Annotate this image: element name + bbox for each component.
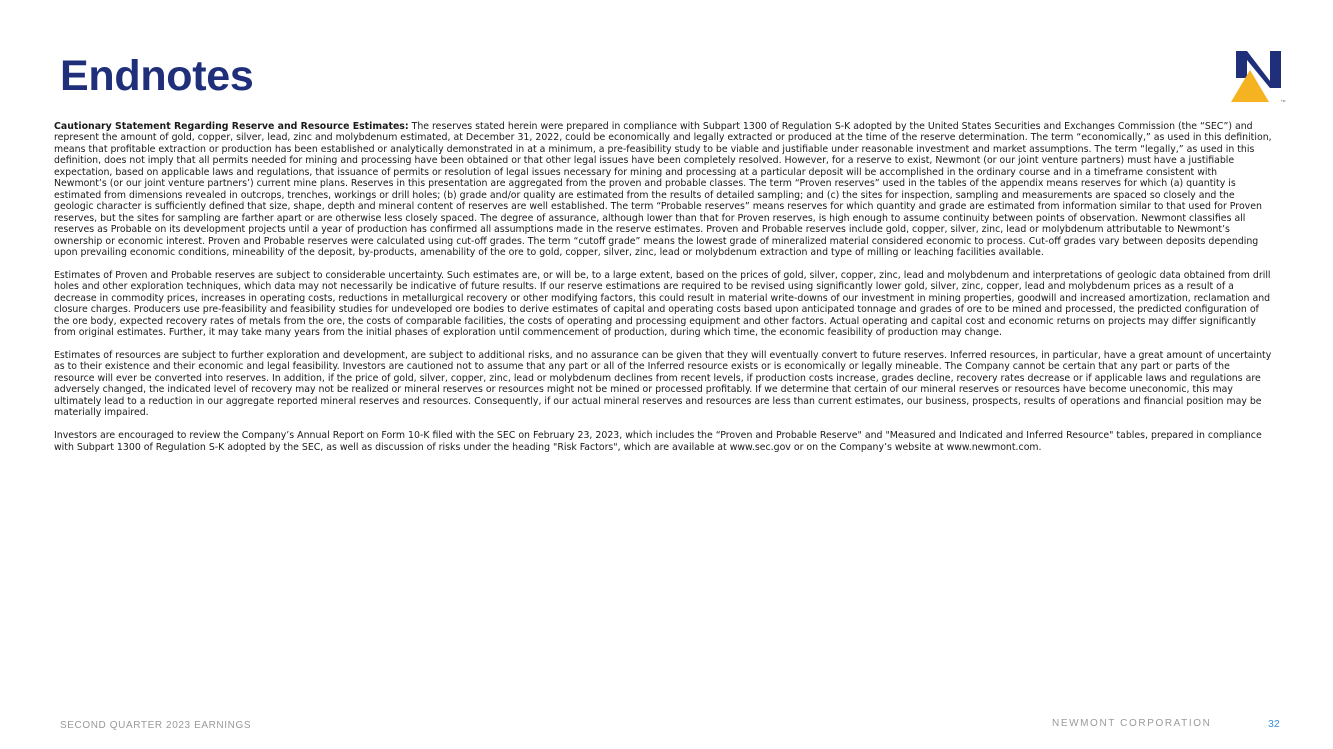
- footer-presentation-title: SECOND QUARTER 2023 EARNINGS: [60, 720, 252, 731]
- reserve-statement-paragraph: [54, 121, 1272, 258]
- footer-company-name: NEWMONT CORPORATION: [1052, 718, 1212, 729]
- endnotes-body: [54, 121, 1272, 464]
- svg-text:TM: TM: [1281, 99, 1286, 103]
- resource-estimates-paragraph: Estimates of resources are subject to further exploration and development, are subject to additional risks, and no assurance can be given that they will eventually convert to future reserves. Inferred resources, in particular, have a great amount of uncertainty as to their existence and their economic and legal feasibility. Investors are cautioned not to assume that any part or all of the Inferred resource exists or is economically or legally mineable. The Company cannot be certain that any part or parts of the resource will ever be converted into reserves. In addition, if the price of gold, silver, copper, zinc, lead or molybdenum declines from recent levels, if production costs increase, grades decline, recovery rates decrease or if applicable laws and regulations are adversely changed, the indicated level of recovery may not be realized or mineral reserves or resources might not be mined or processed profitably. If we determine that certain of our mineral reserves or resources have become uneconomic, this may ultimately lead to a reduction in our aggregate reported mineral reserves and resources. Consequently, if our actual mineral reserves and resources are less than current estimates, our business, prospects, results of operations and financial position may be materially impaired.: [54, 349, 1272, 419]
- reserve-estimates-paragraph: Estimates of Proven and Probable reserves are subject to considerable uncertainty. Such estimates are, or will be, to a large extent, based on the prices of gold, silver, copper, zinc, lead and molybdenum and interpretations of geologic data obtained from drill holes and other exploration techniques, which data may not necessarily be indicative of future results. If our reserve estimations are required to be revised using significantly lower gold, silver, zinc, copper, lead and molybdenum prices as a result of a decrease in commodity prices, increases in operating costs, reductions in metallurgical recovery or other modifying factors, this could result in material write-downs of our investment in mining properties, goodwill and increased amortization, reclamation and closure charges. Producers use pre-feasibility and feasibility studies for undeveloped ore bodies to derive estimates of capital and operating costs based upon anticipated tonnage and grades of ore to be mined and processed, the predicted configuration of the ore body, expected recovery rates of metals from the ore, the costs of comparable facilities, the costs of operating and processing equipment and other factors. Actual operating and capital cost and economic returns on projects may differ significantly from original estimates. Further, it may take many years from the initial phases of exploration until commencement of production, during which time, the economic feasibility of production may change.: [54, 269, 1271, 339]
- page-number: 32: [1268, 718, 1280, 730]
- investor-notice-paragraph: Investors are encouraged to review the Company’s Annual Report on Form 10-K filed with the SEC on February 23, 2023, which includes the “Proven and Probable Reserve" and "Measured and Indicated and Inferred Resource" tables, prepared in compliance with Subpart 1300 of Regulation S-K adopted by the SEC, as well as discussion of risks under the heading "Risk Factors", which are available at www.sec.gov or on the Company’s website at www.newmont.com.: [54, 430, 1262, 453]
- page-title: Endnotes: [60, 52, 254, 100]
- paragraph-heading: Cautionary Statement Regarding Reserve and Resource Estimates:: [54, 121, 409, 132]
- newmont-n-logo-icon: [1230, 48, 1288, 104]
- paragraph-text: The reserves stated herein were prepared in compliance with Subpart 1300 of Regulation S-K adopted by the United States Securities and Exchanges Commission (the “SEC”) and represent the amount of gold, copper, silver, lead, zinc and molybdenum estimated, at December 31, 2022, could be economically and legally extracted or produced at the time of the reserve determination. The term “economically,” as used in this definition, means that profitable extraction or production has been established or analytically demonstrated in at a minimum, a pre-feasibility study to be viable and justifiable under reasonable investment and market assumptions. The term “legally,” as used in this definition, does not imply that all permits needed for mining and processing have been obtained or that other legal issues have been completely resolved. However, for a reserve to exist, Newmont (or our joint venture partners) must have a justifiable expectation, based on applicable laws and regulations, that issuance of permits or resolution of legal issues necessary for mining and processing at a particular deposit will be accomplished in the ordinary course and in a timeframe consistent with Newmont’s (or our joint venture partners’) current mine plans. Reserves in this presentation are aggregated from the proven and probable classes. The term “Proven reserves” used in the tables of the appendix means reserves for which (a) quantity is estimated from dimensions revealed in outcrops, trenches, workings or drill holes; (b) grade and/or quality are estimated from the results of detailed sampling; and (c) the sites for inspection, sampling and measurements are spaced so closely and the geologic character is sufficiently defined that size, shape, depth and mineral content of reserves are well established. The term “Probable reserves” means reserves for which quantity and grade are estimated from information similar to that used for Proven reserves, but the sites for sampling are farther apart or are otherwise less closely spaced. The degree of assurance, although lower than that for Proven reserves, is high enough to assume continuity between points of observation. Newmont classifies all reserves as Probable on its development projects until a year of production has confirmed all assumptions made in the reserve estimates. Proven and Probable reserves include gold, copper, silver, zinc, lead or molybdenum attributable to Newmont’s ownership or economic interest. Proven and Probable reserves were calculated using cut-off grades. The term “cutoff grade” means the lowest grade of mineralized material considered economic to process. Cut-off grades vary between deposits depending upon prevailing economic conditions, mineability of the deposit, by-products, amenability of the ore to gold, copper, silver, zinc, lead or molybdenum extraction and type of milling or leaching facilities available.: [54, 121, 1272, 258]
